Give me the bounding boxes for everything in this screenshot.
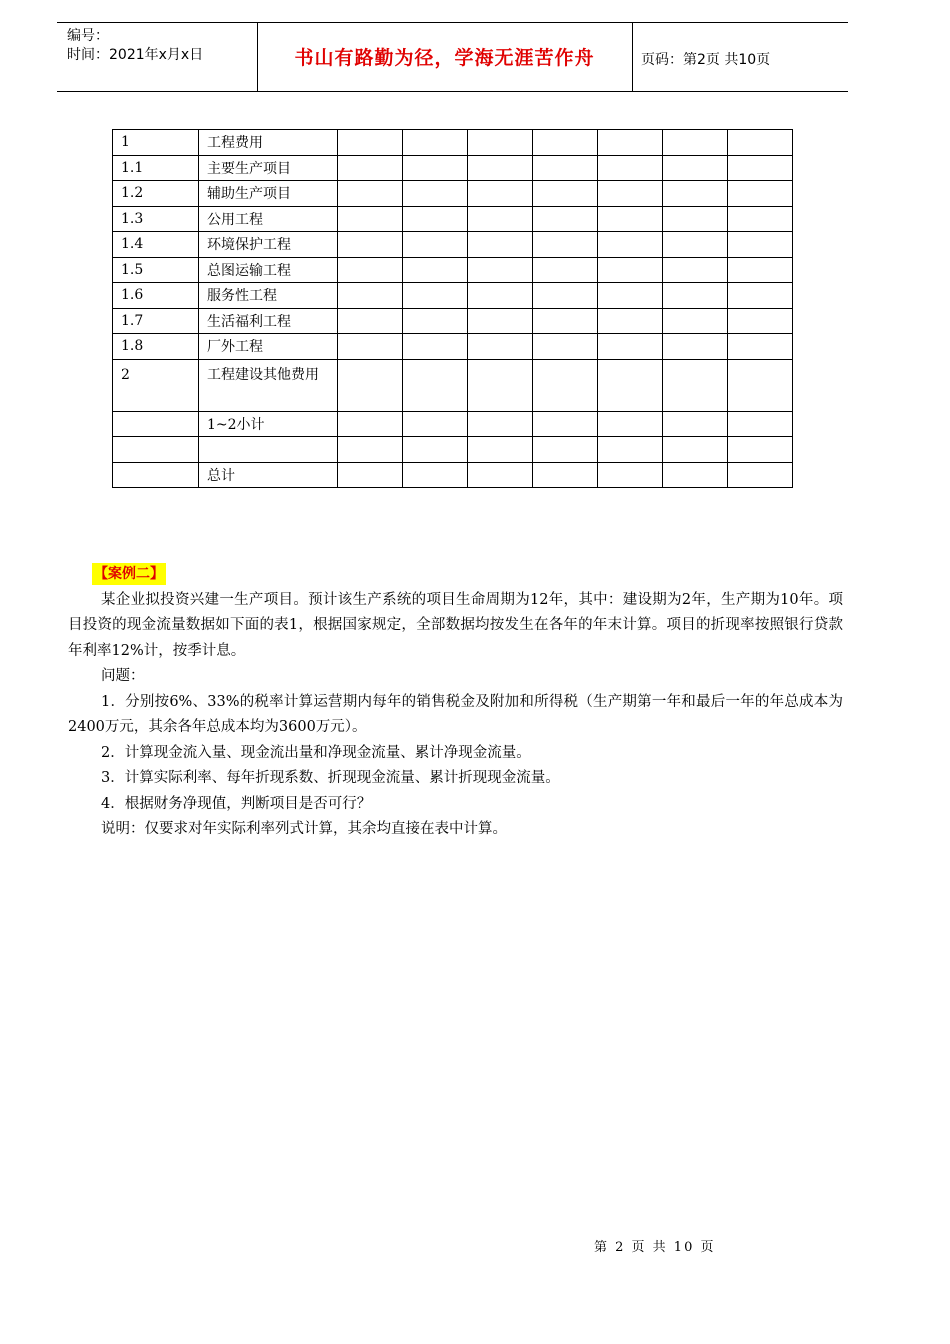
- empty-value-cell: [533, 181, 598, 207]
- table-row: [113, 206, 793, 232]
- empty-value-cell: [598, 462, 663, 488]
- empty-value-cell: [403, 462, 468, 488]
- case-question-3: 3．计算实际利率、每年折现系数、折现现金流量、累计折现现金流量。: [101, 770, 560, 786]
- case-note: 说明：仅要求对年实际利率列式计算，其余均直接在表中计算。: [101, 821, 507, 837]
- row-name-cell: 公用工程: [199, 206, 338, 232]
- empty-value-cell: [598, 359, 663, 411]
- empty-value-cell: [403, 155, 468, 181]
- empty-value-cell: [598, 308, 663, 334]
- empty-value-cell: [663, 308, 728, 334]
- empty-value-cell: [403, 308, 468, 334]
- empty-value-cell: [338, 130, 403, 156]
- empty-value-cell: [533, 257, 598, 283]
- empty-value-cell: [728, 155, 793, 181]
- row-name-cell: 厂外工程: [199, 334, 338, 360]
- empty-value-cell: [663, 181, 728, 207]
- empty-value-cell: [533, 130, 598, 156]
- empty-value-cell: [468, 181, 533, 207]
- table-body: [113, 130, 793, 488]
- row-name-cell: 服务性工程: [199, 283, 338, 309]
- table-row: [113, 283, 793, 309]
- empty-value-cell: [533, 283, 598, 309]
- empty-value-cell: [728, 181, 793, 207]
- empty-value-cell: [728, 437, 793, 463]
- empty-value-cell: [728, 232, 793, 258]
- empty-value-cell: [728, 257, 793, 283]
- empty-value-cell: [338, 437, 403, 463]
- empty-value-cell: [533, 232, 598, 258]
- row-number-cell: [113, 411, 199, 437]
- row-name-cell: 1~2小计: [199, 411, 338, 437]
- table-row: [113, 130, 793, 156]
- empty-value-cell: [728, 462, 793, 488]
- empty-value-cell: [403, 359, 468, 411]
- row-number-cell: 1.7: [113, 308, 199, 334]
- header-divider: [632, 23, 633, 91]
- empty-value-cell: [598, 437, 663, 463]
- empty-value-cell: [468, 334, 533, 360]
- page-footer: 第 2 页 共 10 页: [594, 1240, 716, 1255]
- empty-value-cell: [468, 155, 533, 181]
- case-question-1: 1．分别按6%、33%的税率计算运营期内每年的销售税金及附加和所得税（生产期第一年和最后一年的年总成本为2400万元，其余各年总成本均为3600万元）。: [68, 693, 843, 735]
- empty-value-cell: [533, 334, 598, 360]
- case-section: [68, 562, 843, 843]
- empty-value-cell: [468, 437, 533, 463]
- empty-value-cell: [663, 130, 728, 156]
- empty-value-cell: [468, 359, 533, 411]
- empty-value-cell: [403, 206, 468, 232]
- empty-value-cell: [728, 411, 793, 437]
- empty-value-cell: [338, 206, 403, 232]
- empty-value-cell: [533, 206, 598, 232]
- case-intro: 某企业拟投资兴建一生产项目。预计该生产系统的项目生命周期为12年，其中：建设期为2年，生产期为10年。项目投资的现金流量数据如下面的表1，根据国家规定，全部数据均按发生在各年的年末计算。项目的折现率按照银行贷款年利率12%计，按季计息。: [68, 591, 843, 659]
- header-page-number: 页码：第2页 共10页: [641, 52, 771, 68]
- row-number-cell: 1.4: [113, 232, 199, 258]
- empty-value-cell: [468, 130, 533, 156]
- row-name-cell: 工程建设其他费用: [199, 359, 338, 411]
- document-number-label: 编号：: [67, 28, 109, 44]
- empty-value-cell: [338, 283, 403, 309]
- table-row: [113, 257, 793, 283]
- empty-value-cell: [728, 130, 793, 156]
- row-number-cell: [113, 437, 199, 463]
- empty-value-cell: [598, 155, 663, 181]
- empty-value-cell: [728, 206, 793, 232]
- empty-value-cell: [403, 334, 468, 360]
- header-meta: [67, 27, 257, 65]
- empty-value-cell: [338, 359, 403, 411]
- empty-value-cell: [663, 411, 728, 437]
- row-number-cell: 2: [113, 359, 199, 411]
- table-row: [113, 155, 793, 181]
- empty-value-cell: [663, 257, 728, 283]
- empty-value-cell: [663, 334, 728, 360]
- empty-value-cell: [403, 181, 468, 207]
- header-motto: 书山有路勤为径，学海无涯苦作舟: [294, 47, 595, 69]
- empty-value-cell: [598, 206, 663, 232]
- case-question-2: 2．计算现金流入量、现金流出量和净现金流量、累计净现金流量。: [101, 744, 531, 761]
- empty-value-cell: [403, 130, 468, 156]
- empty-value-cell: [338, 462, 403, 488]
- table-row: [113, 411, 793, 437]
- empty-value-cell: [533, 437, 598, 463]
- empty-value-cell: [403, 283, 468, 309]
- empty-value-cell: [663, 359, 728, 411]
- empty-value-cell: [468, 257, 533, 283]
- empty-value-cell: [598, 257, 663, 283]
- empty-value-cell: [728, 359, 793, 411]
- empty-value-cell: [663, 206, 728, 232]
- empty-value-cell: [533, 359, 598, 411]
- document-time-label: 时间：2021年x月x日: [67, 47, 204, 63]
- row-name-cell: [199, 437, 338, 463]
- empty-value-cell: [403, 232, 468, 258]
- empty-value-cell: [533, 411, 598, 437]
- empty-value-cell: [468, 283, 533, 309]
- row-number-cell: 1.5: [113, 257, 199, 283]
- row-name-cell: 总计: [199, 462, 338, 488]
- row-number-cell: 1.2: [113, 181, 199, 207]
- row-name-cell: 主要生产项目: [199, 155, 338, 181]
- empty-value-cell: [598, 232, 663, 258]
- empty-value-cell: [468, 206, 533, 232]
- empty-value-cell: [598, 334, 663, 360]
- table-row: [113, 181, 793, 207]
- table-row: [113, 308, 793, 334]
- empty-value-cell: [598, 283, 663, 309]
- empty-value-cell: [338, 181, 403, 207]
- empty-value-cell: [598, 130, 663, 156]
- empty-value-cell: [468, 411, 533, 437]
- case-title: 【案例二】: [92, 563, 166, 585]
- empty-value-cell: [338, 334, 403, 360]
- empty-value-cell: [533, 308, 598, 334]
- empty-value-cell: [403, 437, 468, 463]
- empty-value-cell: [663, 437, 728, 463]
- empty-value-cell: [728, 283, 793, 309]
- empty-value-cell: [598, 181, 663, 207]
- table-row: [113, 462, 793, 488]
- row-number-cell: 1: [113, 130, 199, 156]
- empty-value-cell: [663, 232, 728, 258]
- empty-value-cell: [663, 283, 728, 309]
- empty-value-cell: [338, 308, 403, 334]
- empty-value-cell: [403, 411, 468, 437]
- table-row: [113, 232, 793, 258]
- row-name-cell: 工程费用: [199, 130, 338, 156]
- investment-cost-table: [112, 129, 793, 488]
- row-number-cell: [113, 462, 199, 488]
- empty-value-cell: [403, 257, 468, 283]
- page-header: [57, 22, 848, 92]
- table-row: [113, 334, 793, 360]
- row-number-cell: 1.1: [113, 155, 199, 181]
- empty-value-cell: [598, 411, 663, 437]
- empty-value-cell: [533, 462, 598, 488]
- empty-value-cell: [338, 411, 403, 437]
- row-name-cell: 辅助生产项目: [199, 181, 338, 207]
- empty-value-cell: [338, 155, 403, 181]
- empty-value-cell: [468, 232, 533, 258]
- empty-value-cell: [663, 462, 728, 488]
- case-question-heading: 问题：: [101, 668, 145, 684]
- row-number-cell: 1.3: [113, 206, 199, 232]
- empty-value-cell: [468, 308, 533, 334]
- table-row: [113, 437, 793, 463]
- empty-value-cell: [338, 232, 403, 258]
- row-name-cell: 生活福利工程: [199, 308, 338, 334]
- table-row: [113, 359, 793, 411]
- empty-value-cell: [728, 334, 793, 360]
- case-question-4: 4．根据财务净现值，判断项目是否可行？: [101, 795, 372, 812]
- empty-value-cell: [468, 462, 533, 488]
- row-name-cell: 总图运输工程: [199, 257, 338, 283]
- row-number-cell: 1.8: [113, 334, 199, 360]
- empty-value-cell: [663, 155, 728, 181]
- empty-value-cell: [533, 155, 598, 181]
- empty-value-cell: [728, 308, 793, 334]
- row-name-cell: 环境保护工程: [199, 232, 338, 258]
- empty-value-cell: [338, 257, 403, 283]
- row-number-cell: 1.6: [113, 283, 199, 309]
